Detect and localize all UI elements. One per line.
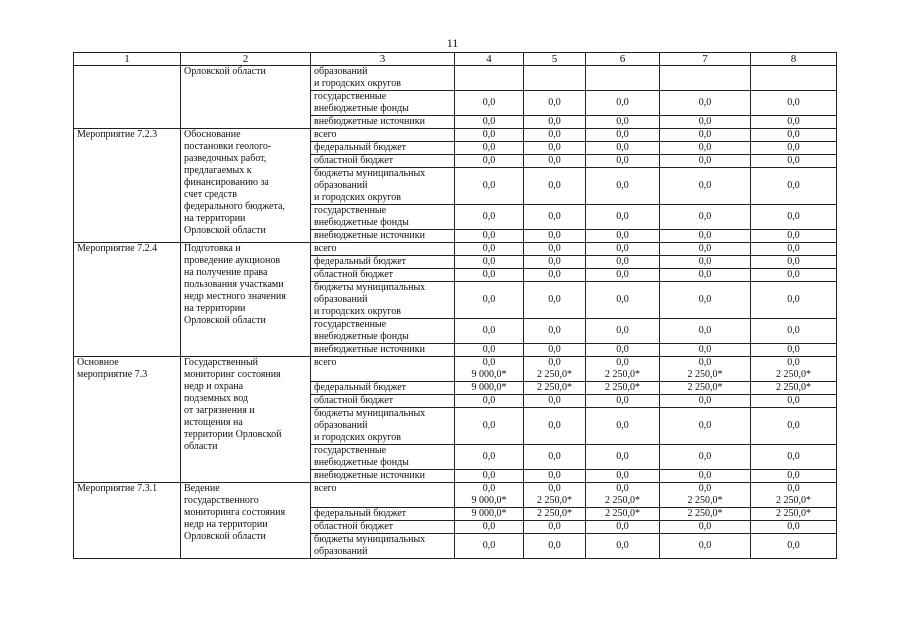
- value-cell: 0,0: [455, 129, 524, 142]
- value-cell: 0,0: [660, 168, 751, 205]
- value-lower: 2 250,0*: [687, 495, 723, 506]
- value-cell: 0,0: [524, 319, 586, 344]
- value-cell: 0,0: [586, 408, 660, 445]
- value-cell: 0,0: [455, 282, 524, 319]
- value-cell: 0,0: [751, 269, 837, 282]
- funding-source-cell: федеральный бюджет: [311, 256, 455, 269]
- value-cell: 0,0: [751, 142, 837, 155]
- value-cell: 2 250,0*: [586, 508, 660, 521]
- value-cell: 0,0: [586, 243, 660, 256]
- value-cell: 0,0: [660, 243, 751, 256]
- value-cell: 0,0: [751, 344, 837, 357]
- value-upper: 0,0: [698, 483, 712, 494]
- funding-source-cell: бюджеты муниципальных образований: [311, 534, 455, 559]
- value-cell: 0,0: [751, 230, 837, 243]
- funding-source-cell: областной бюджет: [311, 155, 455, 168]
- value-cell: 2 250,0*: [751, 508, 837, 521]
- value-cell: 0,0: [751, 408, 837, 445]
- value-cell: 0,0: [524, 269, 586, 282]
- value-cell: 0,0: [455, 230, 524, 243]
- value-cell: 0,0: [524, 142, 586, 155]
- value-cell: 0,0: [586, 445, 660, 470]
- value-cell: 0,0: [524, 534, 586, 559]
- table-row: [74, 243, 837, 256]
- funding-source-cell: областной бюджет: [311, 395, 455, 408]
- value-cell: 0,0: [586, 116, 660, 129]
- funding-source-cell: областной бюджет: [311, 269, 455, 282]
- value-cell: 0,0: [660, 395, 751, 408]
- funding-source-cell: государственные внебюджетные фонды: [311, 205, 455, 230]
- budget-table: [73, 52, 837, 559]
- value-cell: 0,0: [455, 319, 524, 344]
- value-cell: 2 250,0*: [660, 382, 751, 395]
- value-cell: 0,0: [455, 205, 524, 230]
- value-cell: 0,0: [586, 256, 660, 269]
- description-cell: Ведение государственного мониторинга состояния недр на территории Орловской области: [181, 483, 311, 559]
- value-cell: 0,0: [586, 91, 660, 116]
- value-cell: [586, 66, 660, 91]
- value-cell: 0,0: [660, 269, 751, 282]
- value-cell: [751, 66, 837, 91]
- value-cell: 9 000,0*: [455, 508, 524, 521]
- funding-source-cell: внебюджетные источники: [311, 116, 455, 129]
- column-header: 3: [311, 53, 455, 66]
- funding-source-cell: всего: [311, 129, 455, 142]
- value-lower: 9 000,0*: [471, 369, 507, 380]
- column-header: 1: [74, 53, 181, 66]
- value-cell: 0,0: [455, 470, 524, 483]
- value-cell: 0,0: [751, 91, 837, 116]
- value-cell: 0,0: [524, 116, 586, 129]
- value-cell: [586, 357, 660, 382]
- value-cell: 0,0: [524, 256, 586, 269]
- value-cell: 9 000,0*: [455, 382, 524, 395]
- value-lower: 2 250,0*: [776, 369, 811, 380]
- value-upper: 0,0: [616, 357, 629, 368]
- funding-source-cell: государственные внебюджетные фонды: [311, 91, 455, 116]
- funding-source-cell: бюджеты муниципальных образований и городских округов: [311, 408, 455, 445]
- value-cell: 0,0: [751, 116, 837, 129]
- funding-source-cell: федеральный бюджет: [311, 508, 455, 521]
- description-cell: Обоснование постановки геолого- разведочных работ, предлагаемых к финансированию за счет средств федерального бюджета, на территории Орловской области: [181, 129, 311, 243]
- value-cell: 0,0: [660, 408, 751, 445]
- value-cell: 0,0: [524, 344, 586, 357]
- table-row: [74, 129, 837, 142]
- value-cell: 0,0: [660, 534, 751, 559]
- value-cell: 0,0: [524, 155, 586, 168]
- value-cell: [660, 357, 751, 382]
- value-cell: 0,0: [660, 155, 751, 168]
- value-cell: 0,0: [524, 205, 586, 230]
- value-cell: 0,0: [524, 470, 586, 483]
- value-cell: 2 250,0*: [524, 508, 586, 521]
- value-cell: 0,0: [586, 521, 660, 534]
- value-cell: 0,0: [524, 91, 586, 116]
- value-cell: 0,0: [455, 534, 524, 559]
- funding-source-cell: федеральный бюджет: [311, 382, 455, 395]
- value-cell: 0,0: [751, 470, 837, 483]
- value-upper: 0,0: [482, 357, 496, 368]
- funding-source-cell: образований и городских округов: [311, 66, 455, 91]
- value-lower: 2 250,0*: [605, 369, 640, 380]
- funding-source-cell: бюджеты муниципальных образований и городских округов: [311, 282, 455, 319]
- value-cell: 0,0: [586, 142, 660, 155]
- value-cell: [751, 483, 837, 508]
- value-cell: [524, 483, 586, 508]
- column-header: 8: [751, 53, 837, 66]
- value-cell: 0,0: [660, 116, 751, 129]
- value-cell: 0,0: [660, 256, 751, 269]
- column-header: 5: [524, 53, 586, 66]
- page-number: 11: [446, 36, 459, 50]
- value-cell: 0,0: [455, 155, 524, 168]
- table-row: [74, 357, 837, 382]
- value-cell: 0,0: [455, 91, 524, 116]
- value-cell: [660, 483, 751, 508]
- column-header: 2: [181, 53, 311, 66]
- value-cell: 0,0: [455, 168, 524, 205]
- value-cell: 0,0: [586, 344, 660, 357]
- value-cell: 2 250,0*: [586, 382, 660, 395]
- table-row: [74, 66, 837, 91]
- value-cell: 0,0: [660, 521, 751, 534]
- value-cell: 0,0: [524, 129, 586, 142]
- measure-cell: Мероприятие 7.2.4: [74, 243, 181, 357]
- value-cell: 0,0: [660, 230, 751, 243]
- funding-source-cell: всего: [311, 243, 455, 256]
- value-cell: 0,0: [524, 408, 586, 445]
- value-upper: 0,0: [482, 483, 496, 494]
- value-cell: 0,0: [586, 129, 660, 142]
- value-cell: 0,0: [455, 142, 524, 155]
- funding-source-cell: внебюджетные источники: [311, 344, 455, 357]
- value-cell: 0,0: [751, 168, 837, 205]
- value-cell: 0,0: [660, 129, 751, 142]
- value-cell: 0,0: [586, 282, 660, 319]
- value-cell: 0,0: [751, 282, 837, 319]
- value-cell: 0,0: [586, 205, 660, 230]
- measure-cell: Основное мероприятие 7.3: [74, 357, 181, 483]
- value-cell: 2 250,0*: [660, 508, 751, 521]
- description-cell: Орловской области: [181, 66, 311, 129]
- value-cell: 0,0: [751, 155, 837, 168]
- value-cell: 0,0: [586, 319, 660, 344]
- value-cell: 0,0: [660, 344, 751, 357]
- funding-source-cell: внебюджетные источники: [311, 230, 455, 243]
- value-cell: 0,0: [586, 168, 660, 205]
- value-cell: 0,0: [455, 344, 524, 357]
- value-cell: 0,0: [751, 521, 837, 534]
- description-cell: Государственный мониторинг состояния недр и охрана подземных вод от загрязнения и истощения на территории Орловской области: [181, 357, 311, 483]
- measure-cell: Мероприятие 7.2.3: [74, 129, 181, 243]
- funding-source-cell: всего: [311, 483, 455, 508]
- value-cell: 0,0: [524, 168, 586, 205]
- value-upper: 0,0: [698, 357, 712, 368]
- value-cell: [524, 357, 586, 382]
- table-row: [74, 483, 837, 508]
- value-cell: 0,0: [524, 521, 586, 534]
- value-cell: [455, 483, 524, 508]
- value-upper: 0,0: [616, 483, 629, 494]
- value-cell: [586, 483, 660, 508]
- value-cell: [455, 357, 524, 382]
- funding-source-cell: государственные внебюджетные фонды: [311, 319, 455, 344]
- value-cell: 0,0: [455, 521, 524, 534]
- value-cell: 0,0: [751, 445, 837, 470]
- value-cell: 0,0: [660, 205, 751, 230]
- value-cell: 2 250,0*: [751, 382, 837, 395]
- value-cell: 0,0: [751, 243, 837, 256]
- value-cell: 2 250,0*: [524, 382, 586, 395]
- column-header: 4: [455, 53, 524, 66]
- value-cell: 0,0: [586, 230, 660, 243]
- value-upper: 0,0: [548, 483, 561, 494]
- value-cell: 0,0: [524, 395, 586, 408]
- measure-cell: Мероприятие 7.3.1: [74, 483, 181, 559]
- value-upper: 0,0: [787, 357, 800, 368]
- value-cell: 0,0: [586, 470, 660, 483]
- funding-source-cell: всего: [311, 357, 455, 382]
- value-cell: 0,0: [586, 534, 660, 559]
- value-cell: 0,0: [524, 243, 586, 256]
- value-cell: 0,0: [455, 243, 524, 256]
- value-lower: 2 250,0*: [776, 495, 811, 506]
- value-cell: 0,0: [455, 116, 524, 129]
- column-header: 6: [586, 53, 660, 66]
- value-cell: 0,0: [751, 256, 837, 269]
- value-cell: 0,0: [751, 129, 837, 142]
- value-cell: [660, 66, 751, 91]
- value-cell: 0,0: [660, 142, 751, 155]
- value-cell: 0,0: [751, 534, 837, 559]
- funding-source-cell: областной бюджет: [311, 521, 455, 534]
- value-cell: 0,0: [524, 230, 586, 243]
- value-cell: 0,0: [660, 282, 751, 319]
- value-cell: [455, 66, 524, 91]
- value-cell: [751, 357, 837, 382]
- value-cell: 0,0: [586, 395, 660, 408]
- value-lower: 2 250,0*: [605, 495, 640, 506]
- value-cell: 0,0: [586, 155, 660, 168]
- value-cell: 0,0: [660, 319, 751, 344]
- measure-cell: [74, 66, 181, 129]
- value-cell: [524, 66, 586, 91]
- value-cell: 0,0: [455, 256, 524, 269]
- value-cell: 0,0: [455, 408, 524, 445]
- funding-source-cell: государственные внебюджетные фонды: [311, 445, 455, 470]
- value-cell: 0,0: [586, 269, 660, 282]
- value-cell: 0,0: [660, 91, 751, 116]
- value-cell: 0,0: [660, 470, 751, 483]
- value-upper: 0,0: [548, 357, 561, 368]
- value-lower: 2 250,0*: [687, 369, 723, 380]
- funding-source-cell: бюджеты муниципальных образований и городских округов: [311, 168, 455, 205]
- value-upper: 0,0: [787, 483, 800, 494]
- column-header: 7: [660, 53, 751, 66]
- funding-source-cell: внебюджетные источники: [311, 470, 455, 483]
- value-cell: 0,0: [455, 269, 524, 282]
- value-cell: 0,0: [751, 395, 837, 408]
- value-cell: 0,0: [524, 445, 586, 470]
- value-cell: 0,0: [751, 319, 837, 344]
- value-lower: 9 000,0*: [471, 495, 507, 506]
- value-cell: 0,0: [660, 445, 751, 470]
- value-lower: 2 250,0*: [537, 369, 572, 380]
- description-cell: Подготовка и проведение аукционов на получение права пользования участками недр местного значения на территории Орловской области: [181, 243, 311, 357]
- value-cell: 0,0: [524, 282, 586, 319]
- value-lower: 2 250,0*: [537, 495, 572, 506]
- value-cell: 0,0: [455, 395, 524, 408]
- value-cell: 0,0: [455, 445, 524, 470]
- value-cell: 0,0: [751, 205, 837, 230]
- funding-source-cell: федеральный бюджет: [311, 142, 455, 155]
- column-number-row: [74, 53, 837, 66]
